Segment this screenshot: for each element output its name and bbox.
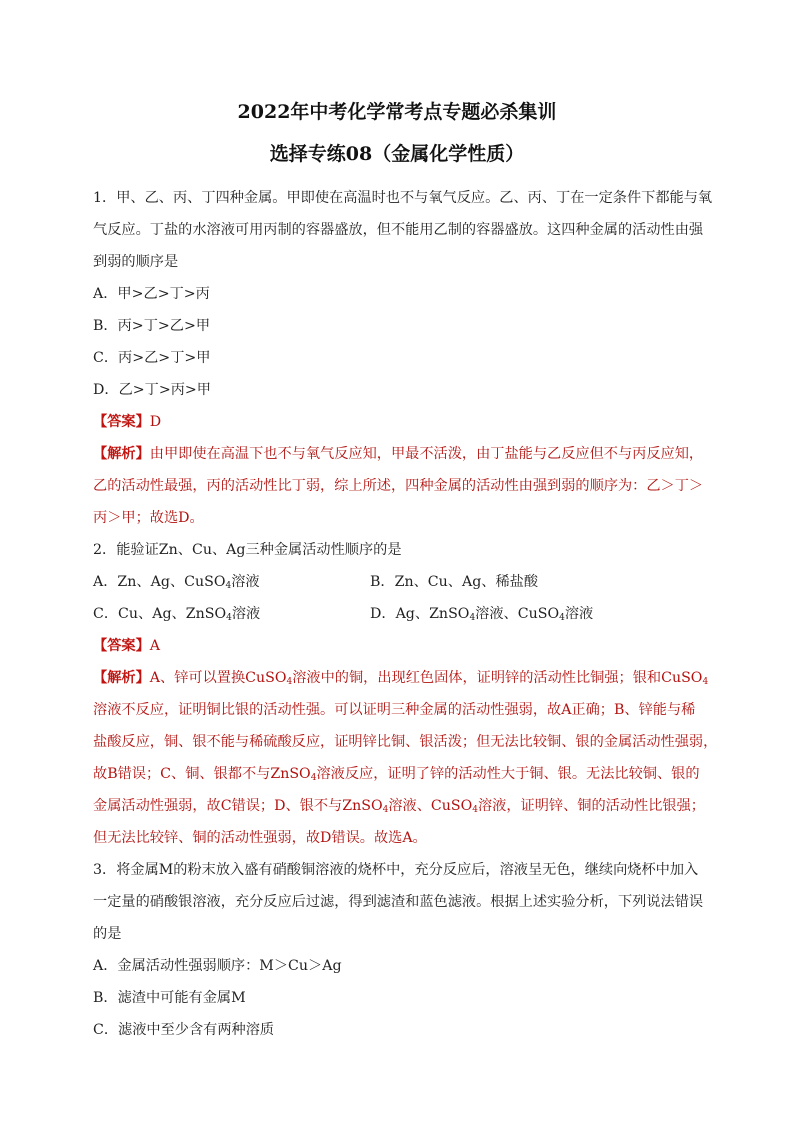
- subscript: 4: [469, 613, 476, 623]
- analysis-text: 故B错误；C、铜、银都不与ZnSO: [93, 766, 311, 782]
- option-text: 溶液: [564, 606, 594, 622]
- analysis-text: 溶液反应，证明了锌的活动性大于铜、银。无法比较铜、银的: [316, 766, 700, 782]
- analysis-text: 溶液中的铜，出现红色固体，证明锌的活动性比铜强；银和CuSO: [292, 670, 703, 686]
- q1-stem-line-1: 1．甲、乙、丙、丁四种金属。甲即使在高温时也不与氧气反应。乙、丙、丁在一定条件下都能与氧: [93, 190, 713, 206]
- option-text: C．Cu、Ag、ZnSO: [93, 606, 227, 622]
- option-text: 溶液、CuSO: [475, 606, 560, 622]
- q1-stem-line-2: 气反应。丁盐的水溶液可用丙制的容器盛放，但不能用乙制的容器盛放。这四种金属的活动性由强: [93, 222, 704, 238]
- subscript: 4: [226, 613, 232, 623]
- document-subtitle: 选择专练08（金属化学性质）: [269, 143, 525, 165]
- subscript: 4: [225, 581, 232, 591]
- q2-option-c: [93, 603, 260, 623]
- q3-stem-line-3: 的是: [93, 926, 122, 942]
- q2-stem: 2．能验证Zn、Cu、Ag三种金属活动性顺序的是: [93, 542, 402, 558]
- q3-stem-line-1: 3．将金属M的粉末放入盛有硝酸铜溶液的烧杯中，充分反应后，溶液呈无色，继续向烧杯中加入: [93, 862, 699, 878]
- q2-option-b: B．Zn、Cu、Ag、稀盐酸: [370, 574, 539, 590]
- q2-analysis-line-6: 但无法比较锌、铜的活动性强弱，故D错误。故选A。: [93, 830, 427, 846]
- option-text: 溶液: [231, 574, 260, 590]
- q1-option-d: D．乙>丁>丙>甲: [93, 382, 211, 398]
- q3-option-b: B．滤渣中可能有金属M: [93, 990, 246, 1006]
- document-title: 2022年中考化学常考点专题必杀集训: [237, 101, 557, 123]
- analysis-text: 溶液，证明锌、铜的活动性比银强；: [477, 798, 705, 814]
- q2-analysis-line-1: [93, 667, 708, 687]
- option-text: A．Zn、Ag、CuSO: [93, 574, 226, 590]
- subscript: 4: [310, 773, 317, 783]
- analysis-tag: 【解析】: [93, 670, 150, 686]
- q1-answer: [93, 411, 161, 431]
- option-text: 溶液: [231, 606, 261, 622]
- analysis-text: 溶液、CuSO: [388, 798, 473, 814]
- subscript: 4: [702, 677, 709, 687]
- answer-value: D: [149, 414, 162, 430]
- q2-answer: [93, 635, 160, 655]
- q1-analysis-line-3: 丙＞甲；故选D。: [93, 510, 204, 526]
- q2-analysis-line-3: 盐酸反应，铜、银不能与稀硫酸反应，证明锌比铜、银活泼；但无法比较铜、银的金属活动性强弱，: [93, 734, 718, 750]
- q3-stem-line-2: 一定量的硝酸银溶液，充分反应后过滤，得到滤渣和蓝色滤液。根据上述实验分析，下列说法错误: [93, 894, 704, 910]
- subscript: 4: [472, 805, 478, 815]
- q2-analysis-line-5: [93, 795, 705, 815]
- q3-option-a: A．金属活动性强弱顺序：M＞Cu＞Ag: [93, 958, 342, 974]
- q2-analysis-line-2: 溶液不反应，证明铜比银的活动性强。可以证明三种金属的活动性强弱，故A正确；B、锌能与稀: [93, 702, 696, 718]
- analysis-text: 由甲即使在高温下也不与氧气反应知，甲最不活泼，由丁盐能与乙反应但不与丙反应知，: [149, 446, 704, 462]
- analysis-tag: 【解析】: [93, 446, 150, 462]
- q1-option-c: C．丙>乙>丁>甲: [93, 350, 211, 366]
- q1-analysis-line-2: 乙的活动性最强，丙的活动性比丁弱，综上所述，四种金属的活动性由强到弱的顺序为：乙＞丁＞: [93, 478, 704, 494]
- answer-tag: 【答案】: [93, 638, 150, 654]
- q1-option-a: A．甲>乙>丁>丙: [93, 286, 210, 302]
- q2-analysis-line-4: [93, 763, 700, 783]
- answer-value: A: [149, 638, 161, 654]
- subscript: 4: [382, 805, 389, 815]
- q2-option-d: [370, 603, 593, 623]
- q1-analysis-line-1: [93, 443, 703, 463]
- option-text: D．Ag、ZnSO: [370, 606, 470, 622]
- q1-stem-line-3: 到弱的顺序是: [93, 254, 179, 270]
- analysis-text: 金属活动性强弱，故C错误；D、银不与ZnSO: [93, 798, 383, 814]
- q2-option-a: [93, 571, 260, 591]
- subscript: 4: [559, 613, 565, 623]
- subscript: 4: [286, 677, 293, 687]
- q1-option-b: B．丙>丁>乙>甲: [93, 318, 211, 334]
- q3-option-c: C．滤液中至少含有两种溶质: [93, 1022, 275, 1038]
- answer-tag: 【答案】: [93, 414, 150, 430]
- analysis-text: A、锌可以置换CuSO: [149, 670, 287, 686]
